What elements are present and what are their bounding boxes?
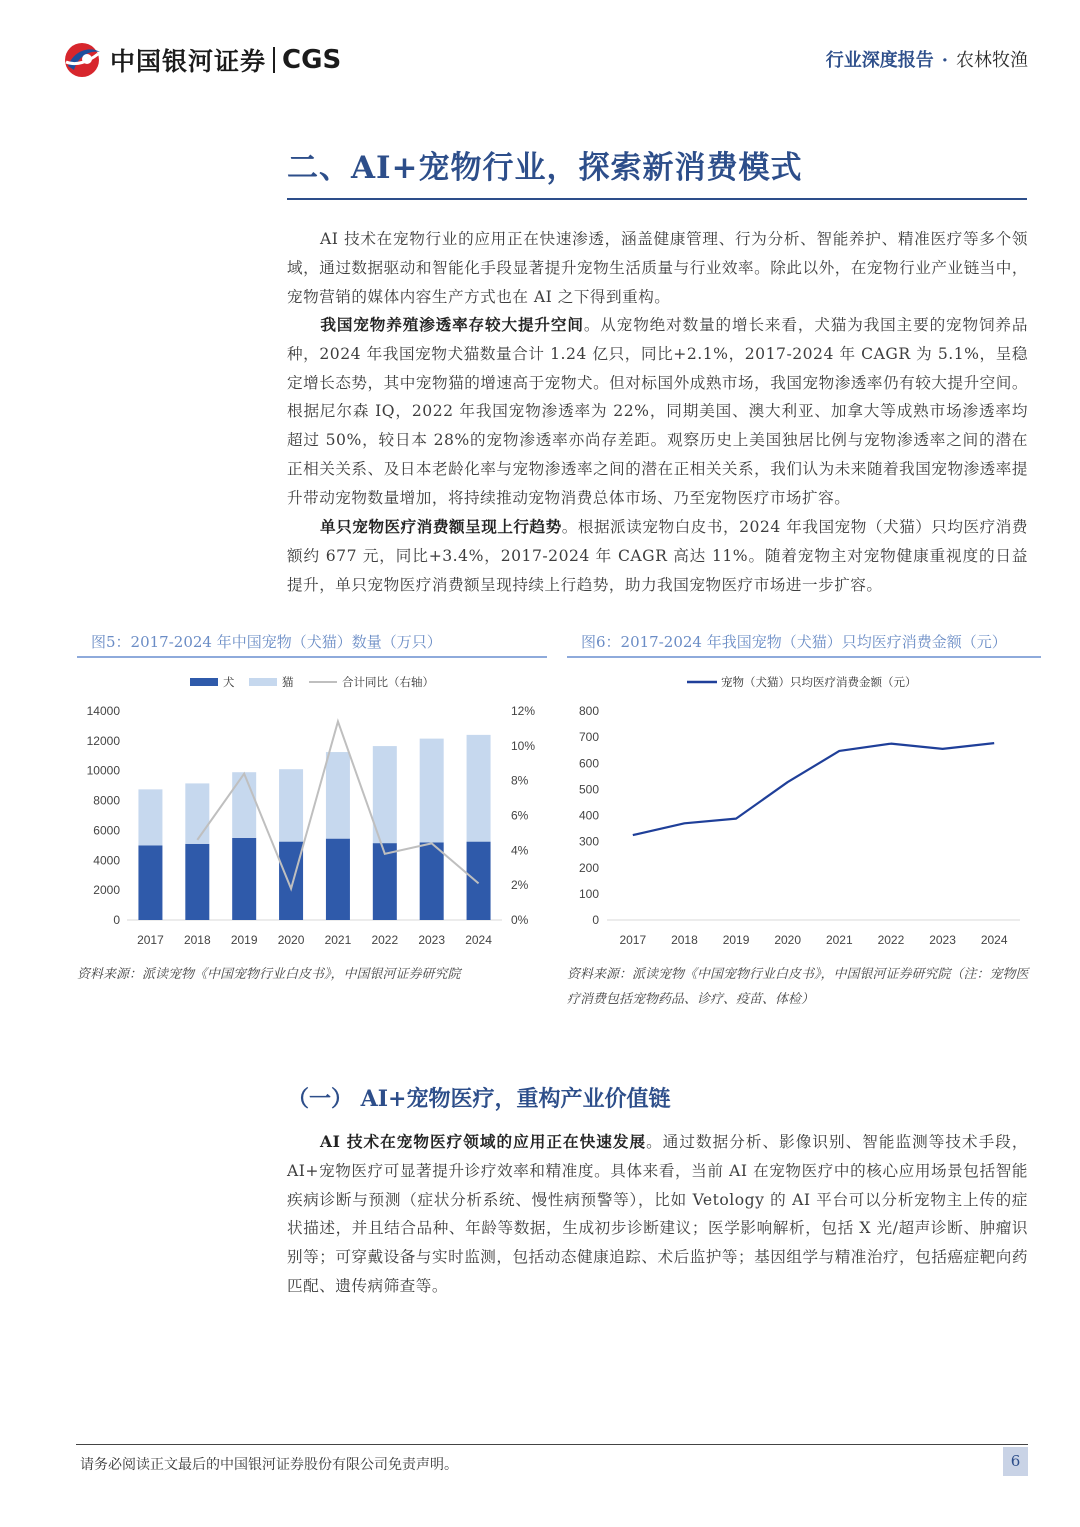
paragraph-text: 。从宠物绝对数量的增长来看，犬猫为我国主要的宠物饲养品种，2024 年我国宠物犬猫数量合计 1.24 亿只，同比+2.1%，2017-2024 年 CAGR 为 5.1%，呈稳定增长态势，其中宠物猫的增速高于宠物犬。但对标国外成熟市场，我国宠物渗透率仍有较大提升空间。根据尼尔森 IQ，2022 年我国宠物渗透率为 22%，同期美国、澳大利亚、加拿大等成熟市场渗透率均超过 50%，较日本 28%的宠物渗透率亦尚存差距。观察历史上美国独居比例与宠物渗透率之间的潜在正相关关系、及日本老龄化率与宠物渗透率之间的潜在正相关关系，我们认为未来随着我国宠物渗透率提升带动宠物数量增加，将持续推动宠物消费总体市场、乃至宠物医疗市场扩容。 [287, 316, 1028, 507]
x-tick-label: 2019 [230, 933, 258, 947]
subsection-title: （一） AI+宠物医疗，重构产业价值链 [287, 1086, 671, 1112]
x-tick-label: 2023 [929, 933, 956, 947]
y2-tick-label: 10% [511, 738, 536, 753]
industry-name: 农林牧渔 [956, 50, 1028, 71]
report-type: 行业深度报告 [825, 50, 934, 71]
y2-tick-label: 8% [511, 773, 529, 788]
section-divider [287, 198, 1027, 200]
legend-swatch-0 [190, 678, 218, 686]
y-tick-label: 700 [578, 730, 599, 745]
paragraph-lead: 单只宠物医疗消费额呈现上行趋势 [320, 517, 562, 536]
y-tick-label: 500 [578, 782, 599, 797]
footer-disclaimer: 请务必阅读正文最后的中国银河证券股份有限公司免责声明。 [80, 1457, 458, 1473]
x-tick-label: 2020 [774, 933, 802, 947]
logo-text-cn: 中国银河证券 [110, 47, 267, 76]
figure5-caption-rule [77, 656, 547, 658]
y-tick-label: 0 [592, 913, 599, 927]
figure6-source: 资料来源：派读宠物《中国宠物行业白皮书》，中国银河证券研究院（注：宠物医疗消费包括宠物药品、诊疗、疫苗、体检） [567, 967, 1029, 1007]
medical-spend-line [633, 743, 994, 835]
bar-cat [232, 772, 256, 838]
header-separator: · [941, 50, 948, 71]
footer-divider [76, 1444, 1028, 1445]
paragraph-lead: 我国宠物养殖渗透率存较大提升空间 [320, 315, 584, 334]
paragraph-text: 。根据派读宠物白皮书，2024 年我国宠物（犬猫）只均医疗消费额约 677 元，同比+3.4%，2017-2024 年 CAGR 高达 11%。随着宠物主对宠物健康重视度的日益提升，单只宠物医疗消费额呈现持续上行趋势，助力我国宠物医疗市场进一步扩容。 [287, 518, 1028, 594]
y-tick-label: 100 [578, 886, 599, 901]
y-tick-label: 14000 [86, 704, 120, 718]
x-tick-label: 2017 [137, 933, 164, 947]
x-tick-label: 2018 [183, 933, 211, 947]
paragraph-ai-pet-industry [287, 225, 1028, 311]
bar-dog [279, 842, 303, 920]
bar-dog [138, 845, 162, 920]
paragraph-ai-pet-medical [287, 1128, 1028, 1301]
y2-tick-label: 12% [511, 704, 536, 718]
y-tick-label: 800 [578, 704, 599, 718]
x-tick-label: 2022 [371, 933, 399, 947]
y-tick-label: 600 [578, 756, 599, 771]
y-tick-label: 0 [113, 913, 120, 927]
legend-swatch-1 [249, 678, 277, 686]
x-tick-label: 2024 [465, 933, 492, 947]
bar-dog [326, 839, 350, 920]
legend-label: 宠物（犬猫）只均医疗消费金额（元） [721, 675, 917, 689]
bar-cat [326, 752, 350, 839]
cgs-logo [60, 40, 341, 80]
bar-dog [185, 844, 209, 920]
x-tick-label: 2018 [671, 933, 698, 947]
bar-dog [232, 838, 256, 920]
y-tick-label: 6000 [93, 823, 120, 838]
x-tick-label: 2021 [825, 933, 853, 947]
x-tick-label: 2017 [619, 933, 647, 947]
y-tick-label: 200 [578, 860, 599, 875]
medical-spend-chart [567, 664, 1041, 954]
y2-tick-label: 2% [511, 878, 529, 893]
y-tick-label: 2000 [93, 883, 120, 898]
y-tick-label: 400 [578, 808, 599, 823]
section-title: 二、AI+宠物行业，探索新消费模式 [287, 150, 803, 186]
bar-cat [467, 735, 491, 842]
y-tick-label: 12000 [86, 733, 120, 748]
cgs-logo-icon [60, 40, 104, 80]
bar-dog [420, 842, 444, 920]
pet-count-chart [77, 664, 547, 954]
x-tick-label: 2024 [980, 933, 1008, 947]
bar-cat [185, 783, 209, 843]
x-tick-label: 2022 [877, 933, 905, 947]
x-tick-label: 2023 [418, 933, 446, 947]
x-tick-label: 2019 [722, 933, 750, 947]
bar-dog [467, 842, 491, 920]
bar-cat [138, 789, 162, 845]
legend-label-0: 犬 [223, 675, 235, 689]
logo-divider [273, 47, 275, 73]
figure5-caption: 图5：2017-2024 年中国宠物（犬猫）数量（万只） [91, 633, 442, 651]
paragraph-medical-spend [287, 513, 1028, 599]
bar-cat [279, 769, 303, 841]
figure6-caption-rule [567, 656, 1041, 658]
y2-tick-label: 0% [511, 913, 529, 927]
logo-text-en: CGS [282, 45, 342, 75]
x-tick-label: 2021 [324, 933, 352, 947]
figure5-source: 资料来源：派读宠物《中国宠物行业白皮书》，中国银河证券研究院 [77, 967, 461, 982]
paragraph-penetration [287, 311, 1028, 513]
report-header-label [826, 46, 1028, 72]
legend-label-2: 合计同比（右轴） [342, 675, 434, 689]
bar-cat [420, 739, 444, 843]
legend-label-1: 猫 [282, 675, 294, 689]
paragraph-text: AI 技术在宠物行业的应用正在快速渗透，涵盖健康管理、行为分析、智能养护、精准医疗等多个领域，通过数据驱动和智能化手段显著提升宠物生活质量与行业效率。除此以外，在宠物行业产业链当中，宠物营销的媒体内容生产方式也在 AI 之下得到重构。 [287, 230, 1028, 306]
x-tick-label: 2020 [277, 933, 305, 947]
paragraph-text: 。通过数据分析、影像识别、智能监测等技术手段，AI+宠物医疗可显著提升诊疗效率和精准度。具体来看，当前 AI 在宠物医疗中的核心应用场景包括智能疾病诊断与预测（症状分析系统、慢性病预警等），比如 Vetology 的 AI 平台可以分析宠物主上传的症状描述，并且结合品种、年龄等数据，生成初步诊断建议；医学影响解析，包括 X 光/超声诊断、肿瘤识别等；可穿戴设备与实时监测，包括动态健康追踪、术后监护等；基因组学与精准治疗，包括癌症靶向药匹配、遗传病筛查等。 [287, 1133, 1028, 1295]
y2-tick-label: 4% [511, 843, 529, 858]
y-tick-label: 8000 [93, 793, 120, 808]
y-tick-label: 4000 [93, 853, 120, 868]
y2-tick-label: 6% [511, 808, 529, 823]
y-tick-label: 10000 [86, 763, 120, 778]
page-number: 6 [1003, 1447, 1028, 1476]
figure6-caption: 图6：2017-2024 年我国宠物（犬猫）只均医疗消费金额（元） [581, 633, 1007, 651]
y-tick-label: 300 [578, 834, 599, 849]
paragraph-lead: AI 技术在宠物医疗领域的应用正在快速发展 [320, 1132, 647, 1151]
